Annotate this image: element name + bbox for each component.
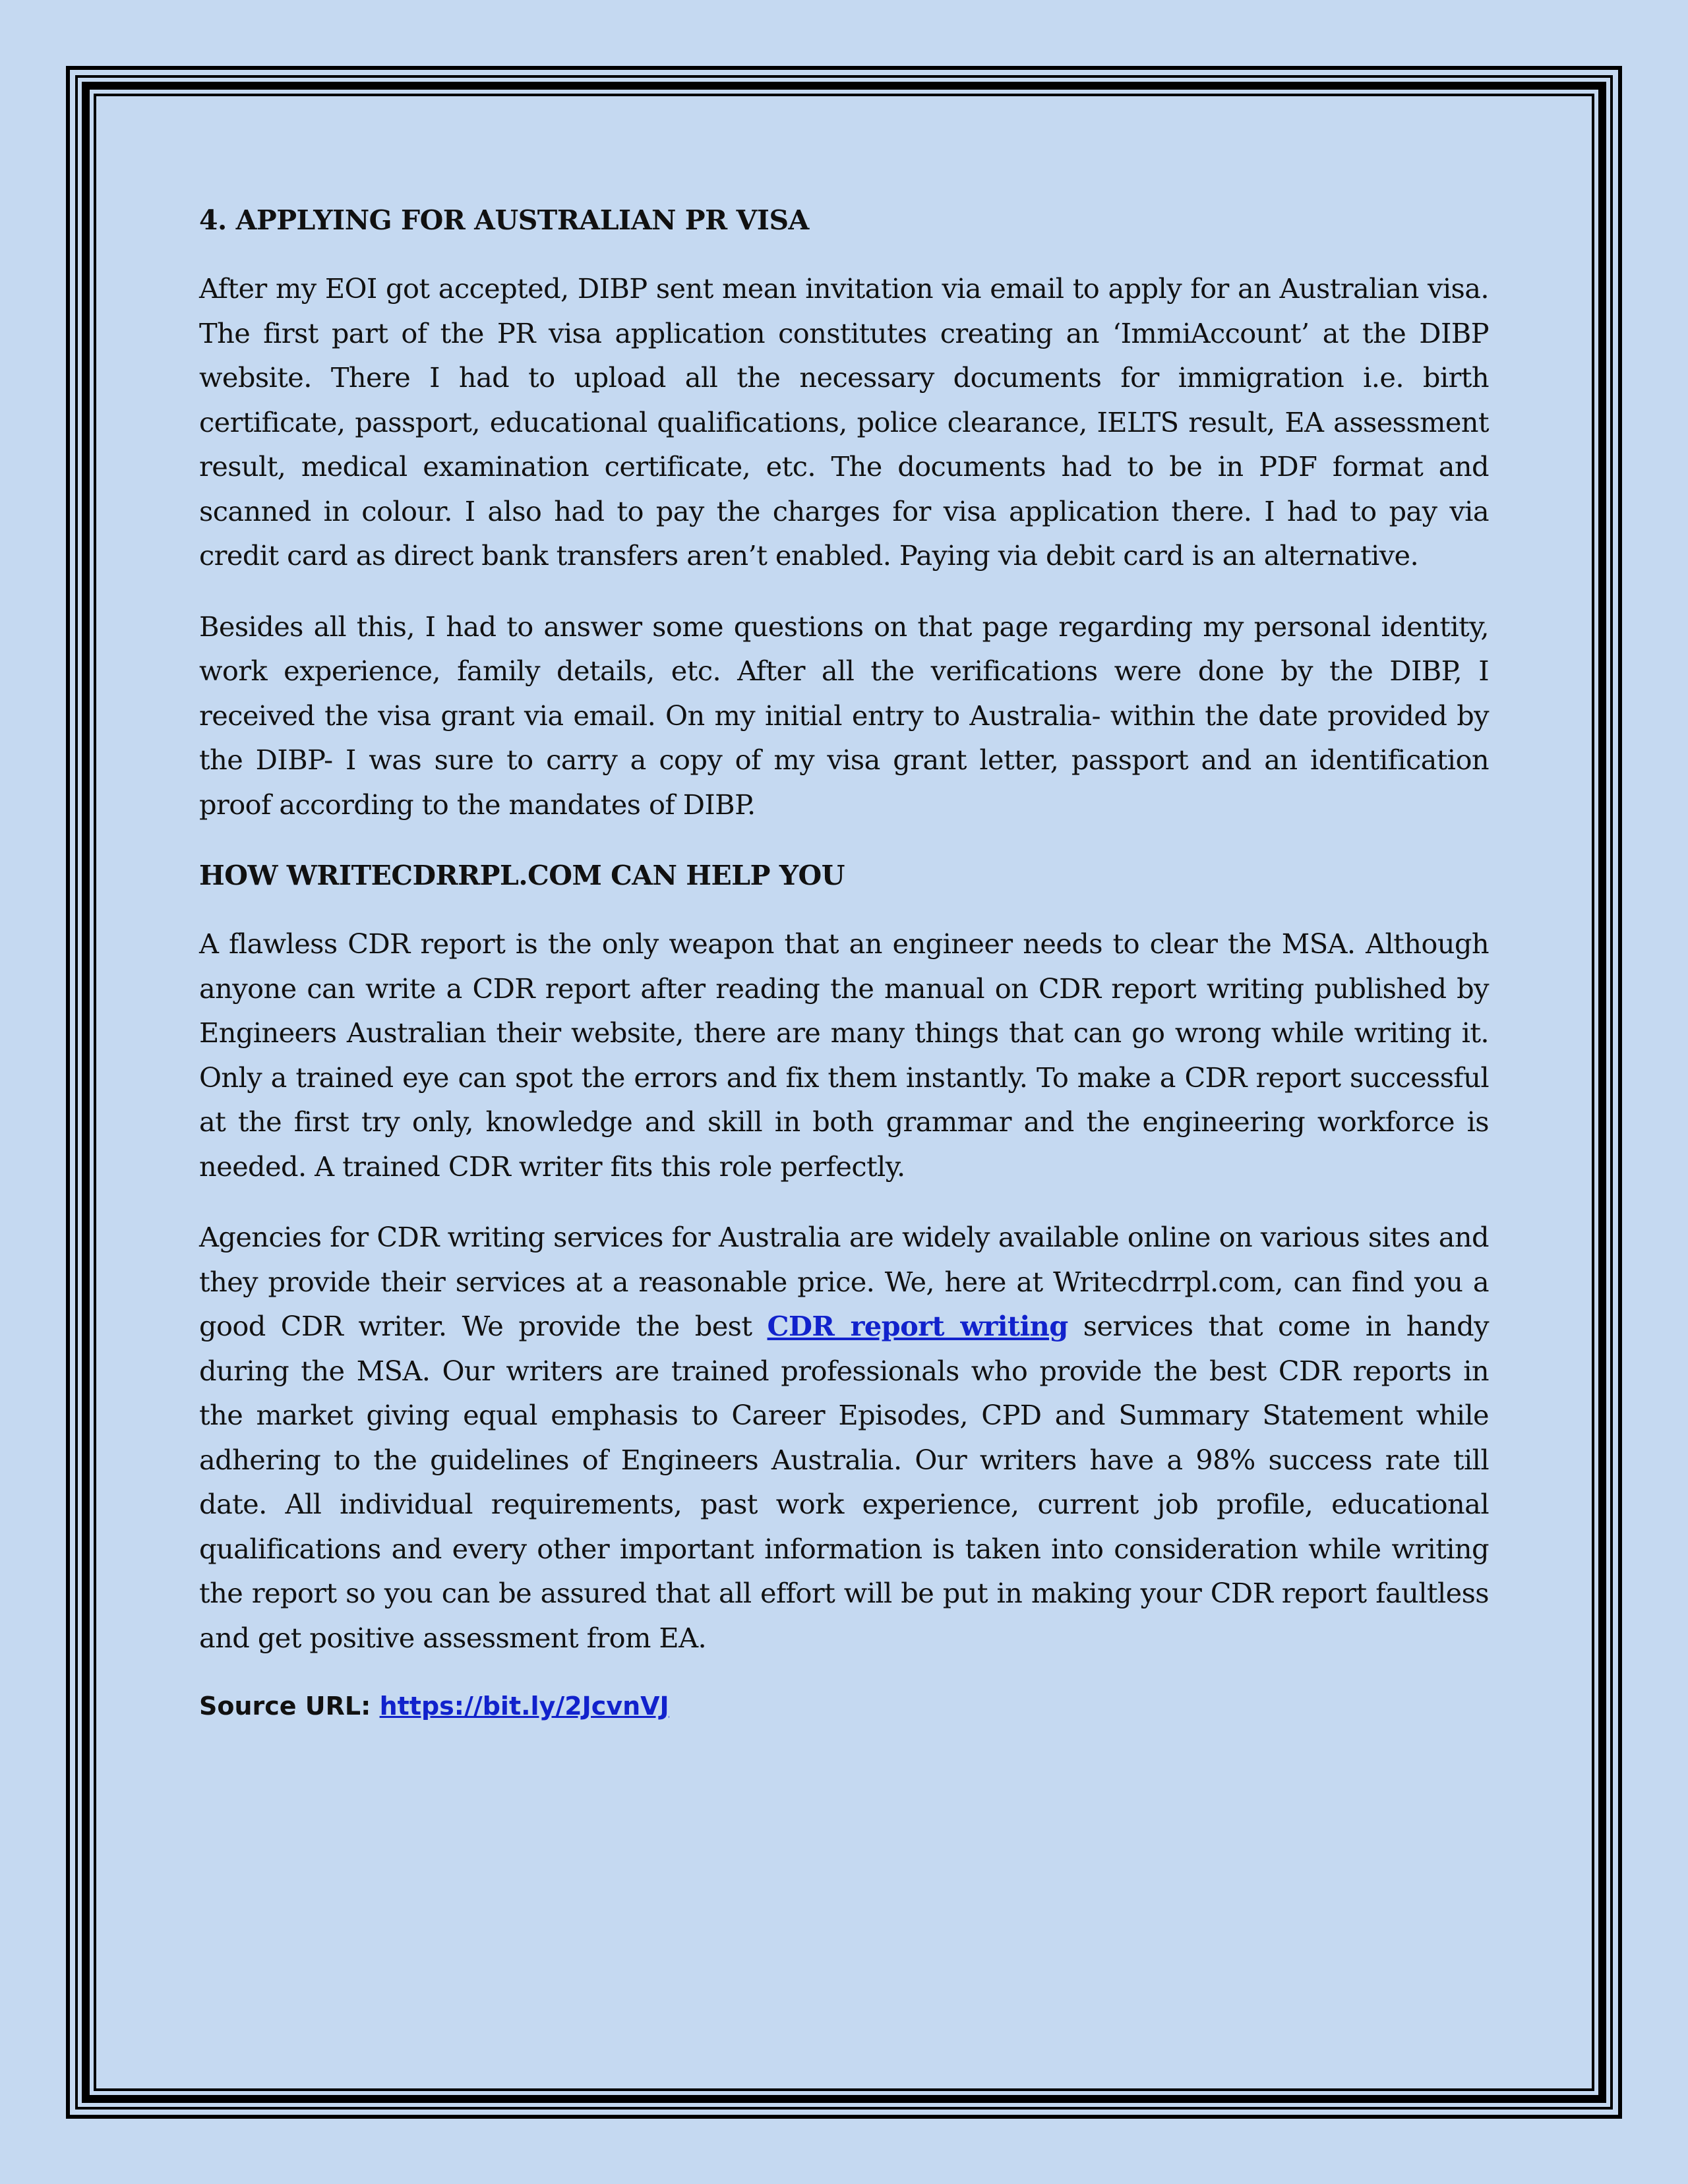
paragraph-agencies-text-end: services that come in handy during the MSA. Our writers are trained professionals who provide the best CDR reports in the market giving equal emphasis to Career Episodes, CPD and Summary Statement while adhering to the guidelines of Engineers Australia. Our writers have a 98% success rate till date. All individual requirements, past work experience, current job profile, educational qualifications and every other important information is taken into consideration while writing the report so you can be assured that all effort will be put in making your CDR report faultless and get positive assessment from EA. (199, 1310, 1489, 1654)
document-body (199, 198, 1489, 1726)
paragraph-visa-grant: Besides all this, I had to answer some questions on that page regarding my personal identity, work experience, family details, etc. After all the verifications were done by the DIBP, I received the visa grant via email. On my initial entry to Australia- within the date provided by the DIBP- I was sure to carry a copy of my visa grant letter, passport and an identification proof according to the mandates of DIBP. (199, 610, 1489, 821)
source-line (199, 1686, 1489, 1726)
source-label: Source URL: (199, 1692, 380, 1721)
paragraph-agencies (199, 1215, 1489, 1660)
help-heading: HOW WRITECDRRPL.COM CAN HELP YOU (199, 860, 845, 891)
source-url-link[interactable]: https://bit.ly/2JcvnVJ (379, 1692, 669, 1721)
paragraph-cdr-report: A flawless CDR report is the only weapon that an engineer needs to clear the MSA. Although anyone can write a CDR report after reading the manual on CDR report writing published by Engineers Australian their website, there are many things that can go wrong while writing it. Only a trained eye can spot the errors and fix them instantly. To make a CDR report successful at the first try only, knowledge and skill in both grammar and the engineering workforce is needed. A trained CDR writer fits this role perfectly. (199, 928, 1489, 1183)
section-heading: 4. APPLYING FOR AUSTRALIAN PR VISA (199, 204, 809, 236)
paragraph-agencies-text-start: Agencies for CDR writing services for Australia are widely available online on various sites and they provide their services at a reasonable price. We, here at Writecdrrpl.com, can find you a good CDR writer. We provide the best (199, 1221, 1489, 1342)
cdr-report-writing-link[interactable]: CDR report writing (767, 1310, 1068, 1342)
paragraph-pr-application: After my EOI got accepted, DIBP sent mean invitation via email to apply for an Australian visa. The first part of the PR visa application constitutes creating an ‘ImmiAccount’ at the DIBP website. There I had to upload all the necessary documents for immigration i.e. birth certificate, passport, educational qualifications, police clearance, IELTS result, EA assessment result, medical examination certificate, etc. The documents had to be in PDF format and scanned in colour. I also had to pay the charges for visa application there. I had to pay via credit card as direct bank transfers aren’t enabled. Paying via debit card is an alternative. (199, 272, 1489, 572)
